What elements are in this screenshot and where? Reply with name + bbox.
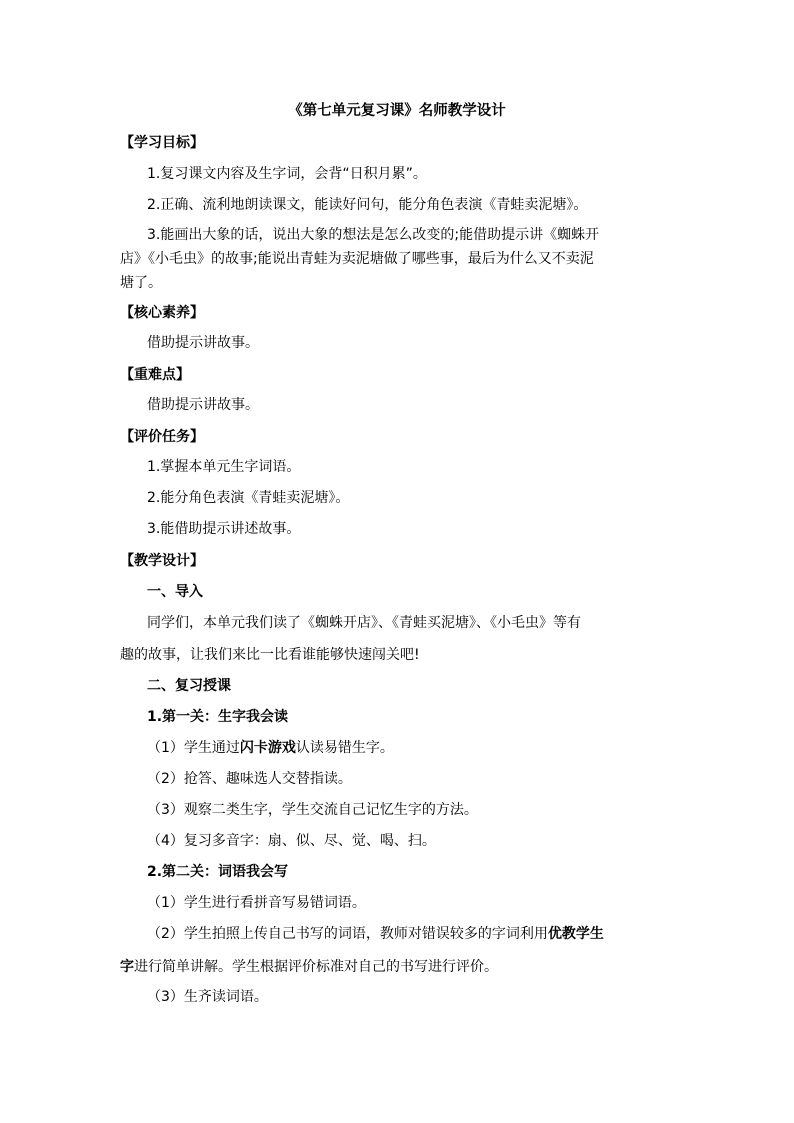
- intro-paragraph-line-2: 趣的故事，让我们来比一比看谁能够快速闯关吧!: [120, 647, 420, 663]
- objective-item-3-line-2: 店》《小毛虫》的故事;能说出青蛙为卖泥塘做了哪些事，最后为什么又不卖泥: [120, 251, 594, 267]
- evaluation-item-2: 2.能分角色表演《青蛙卖泥塘》。: [147, 490, 350, 506]
- core-literacy-text: 借助提示讲故事。: [147, 335, 259, 351]
- evaluation-item-3: 3.能借助提示讲述故事。: [147, 521, 301, 537]
- level-1-heading: 1.第一关：生字我会读: [147, 709, 289, 725]
- level-2-heading: 2.第二关：词语我会写: [147, 864, 289, 880]
- key-points-text: 借助提示讲故事。: [147, 397, 259, 413]
- evaluation-item-1: 1.掌握本单元生字词语。: [147, 459, 301, 475]
- level-2-item-2-line-2: [120, 956, 680, 978]
- level-1-item-1-prefix: （1）学生通过: [147, 740, 240, 756]
- level-2-item-2-suffix: 进行简单讲解。学生根据评价标准对自己的书写进行评价。: [134, 959, 498, 975]
- heading-key-points: 【重难点】: [120, 367, 190, 383]
- level-1-item-1-suffix: 认读易错生字。: [295, 740, 394, 756]
- heading-objectives: 【学习目标】: [120, 135, 204, 151]
- page-title: 《第七单元复习课》名师教学设计: [288, 103, 506, 119]
- flashcard-game-term: 闪卡游戏: [239, 740, 296, 756]
- youjiao-tool-term-end: 字: [120, 959, 134, 975]
- level-2-item-2-prefix: （2）学生拍照上传自己书写的词语，教师对错误较多的字词利用: [147, 926, 548, 942]
- intro-paragraph-line-1: 同学们，本单元我们读了《蜘蛛开店》、《青蛙买泥塘》、《小毛虫》等有: [147, 615, 581, 631]
- objective-item-3-line-1: 3.能画出大象的话，说出大象的想法是怎么改变的;能借助提示讲《蜘蛛开: [147, 227, 600, 243]
- level-1-item-2: （2）抢答、趣味选人交替指读。: [147, 771, 352, 787]
- level-2-item-2-line-1: [147, 923, 680, 945]
- level-1-item-3: （3）观察二类生字，学生交流自己记忆生字的方法。: [147, 802, 478, 818]
- objective-item-1: 1.复习课文内容及生字词，会背“日积月累”。: [147, 166, 427, 182]
- youjiao-tool-term: 优教学生: [547, 926, 604, 942]
- objective-item-3-line-3: 塘了。: [120, 275, 162, 291]
- heading-teaching-design: 【教学设计】: [120, 553, 204, 569]
- level-2-item-3: （3）生齐读词语。: [147, 989, 268, 1005]
- level-1-item-1: [147, 737, 680, 759]
- heading-evaluation: 【评价任务】: [120, 429, 204, 445]
- level-1-item-4: （4）复习多音字：扇、似、尽、觉、喝、扫。: [147, 833, 436, 849]
- section-intro-heading: 一、导入: [147, 584, 203, 600]
- heading-core-literacy: 【核心素养】: [120, 305, 204, 321]
- objective-item-2: 2.正确、流利地朗读课文，能读好问句，能分角色表演《青蛙卖泥塘》。: [147, 197, 588, 213]
- section-review-heading: 二、复习授课: [147, 678, 231, 694]
- level-2-item-1: （1）学生进行看拼音写易错词语。: [147, 895, 366, 911]
